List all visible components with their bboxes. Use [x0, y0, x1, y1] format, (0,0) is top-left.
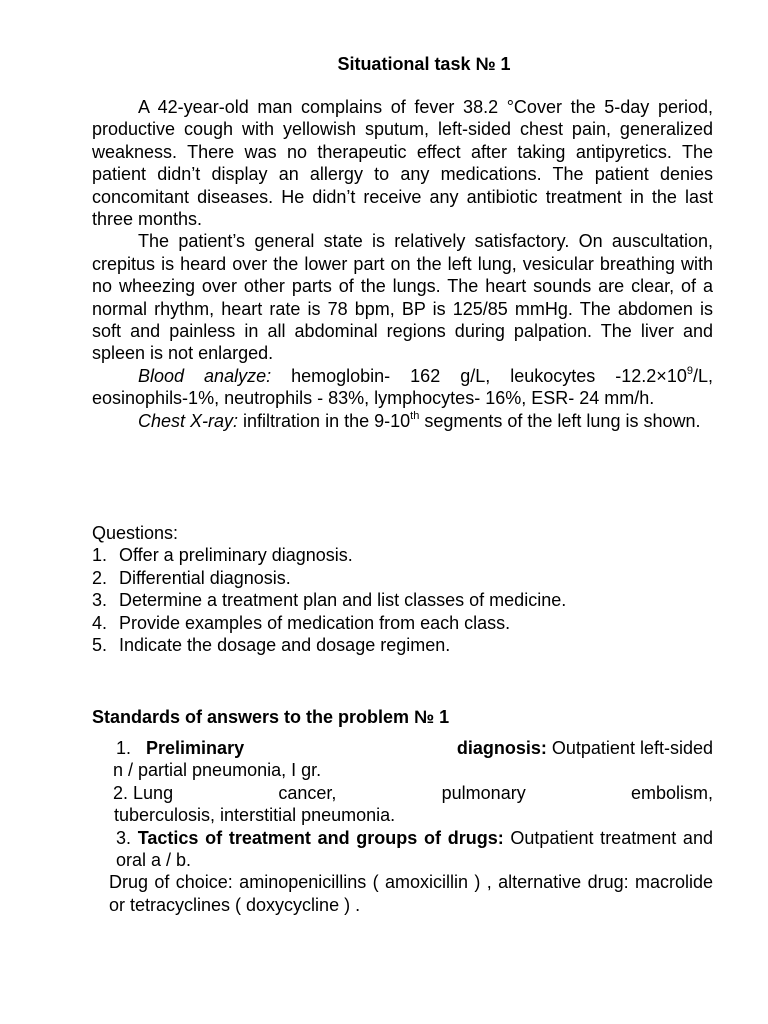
question-text: Indicate the dosage and dosage regimen.: [119, 635, 451, 656]
answer-1-lead: [116, 737, 244, 759]
answer-1-tail: [457, 737, 713, 759]
blood-analysis-text: hemoglobin- 162 g/L, leukocytes -12.2×10: [271, 365, 687, 386]
question-number: 5.: [92, 635, 108, 656]
case-description: [92, 96, 713, 432]
xray-paragraph: [92, 410, 713, 432]
answer-1-continuation: n / partial pneumonia, I gr.: [113, 760, 322, 781]
answer-2-line: [109, 782, 713, 804]
questions-heading: Questions:: [92, 523, 179, 543]
answer-1-text: Outpatient left-sided: [551, 738, 713, 758]
blood-analysis-label: Blood analyze:: [138, 365, 272, 386]
question-item: [92, 612, 713, 634]
ordinal-suffix: th: [410, 409, 420, 422]
question-item: [92, 567, 713, 589]
answer-2-lead: [113, 782, 173, 804]
xray-label: Chest X-ray:: [138, 410, 239, 431]
answer-3-drugs: Drug of choice: aminopenicillins ( amoxicillin ) , alternative drug: macrolide or tetracyclines ( doxycycline ) .: [109, 872, 713, 915]
complaints-paragraph: A 42-year-old man complains of fever 38.2 °Cover the 5-day period, productive cough with yellowish sputum, left-sided chest pain, generalized weakness. There was no therapeutic effect after taking antipyretics. The patient didn’t display an allergy to any medications. The patient denies concomitant diseases. He didn’t receive any antibiotic treatment in the last three months.: [92, 97, 713, 230]
xray-text: infiltration in the 9-10: [238, 410, 411, 431]
answer-1-label: Preliminary: [146, 738, 245, 758]
answer-3-text: Outpatient treatment and oral a / b.: [116, 827, 713, 871]
answer-1-line: [109, 737, 713, 759]
question-text: Provide examples of medication from each class.: [119, 612, 511, 633]
answer-3-label: Tactics of treatment and groups of drugs:: [137, 827, 504, 848]
answer-number: 2.: [113, 782, 129, 803]
question-number: 4.: [92, 612, 108, 633]
answers-section: [109, 737, 713, 916]
question-number: 3.: [92, 590, 108, 611]
answer-2-word: pulmonary: [441, 782, 526, 803]
answer-3-paragraph: [109, 827, 713, 872]
answer-number: 3.: [116, 827, 132, 848]
xray-text-cont: segments of the left lung is shown.: [419, 410, 701, 431]
answer-2-word: cancer,: [278, 782, 337, 803]
question-item: [92, 544, 713, 566]
blood-analysis-text-cont: /L, eosinophils-1%, neutrophils - 83%, lymphocytes- 16%, ESR- 24 mm/h.: [92, 365, 713, 409]
question-text: Offer a preliminary diagnosis.: [119, 545, 353, 566]
standards-heading: Standards of answers to the problem № 1: [92, 707, 450, 727]
question-text: Determine a treatment plan and list classes of medicine.: [119, 590, 567, 611]
answer-number: 1.: [116, 738, 132, 758]
question-number: 1.: [92, 545, 108, 566]
answer-1-label-cont: diagnosis:: [456, 738, 547, 758]
question-item: [92, 634, 713, 656]
question-text: Differential diagnosis.: [119, 567, 291, 588]
answer-2-word: Lung: [133, 782, 174, 803]
answer-2-continuation: tuberculosis, interstitial pneumonia.: [114, 805, 396, 826]
questions-section: [92, 522, 713, 656]
examination-paragraph: The patient’s general state is relatively satisfactory. On auscultation, crepitus is heard over the lower part on the left lung, vesicular breathing with no wheezing over other parts of the lungs. The heart sounds are clear, of a normal rhythm, heart rate is 78 bpm, BP is 125/85 mmHg. The abdomen is soft and painless in all abdominal regions during palpation. The liver and spleen is not enlarged.: [92, 231, 713, 364]
answer-2-word: embolism,: [630, 782, 713, 803]
question-number: 2.: [92, 567, 108, 588]
exponent: 9: [686, 364, 693, 377]
blood-analysis-paragraph: [92, 365, 713, 410]
page-title: Situational task № 1: [337, 54, 511, 74]
question-item: [92, 589, 713, 611]
